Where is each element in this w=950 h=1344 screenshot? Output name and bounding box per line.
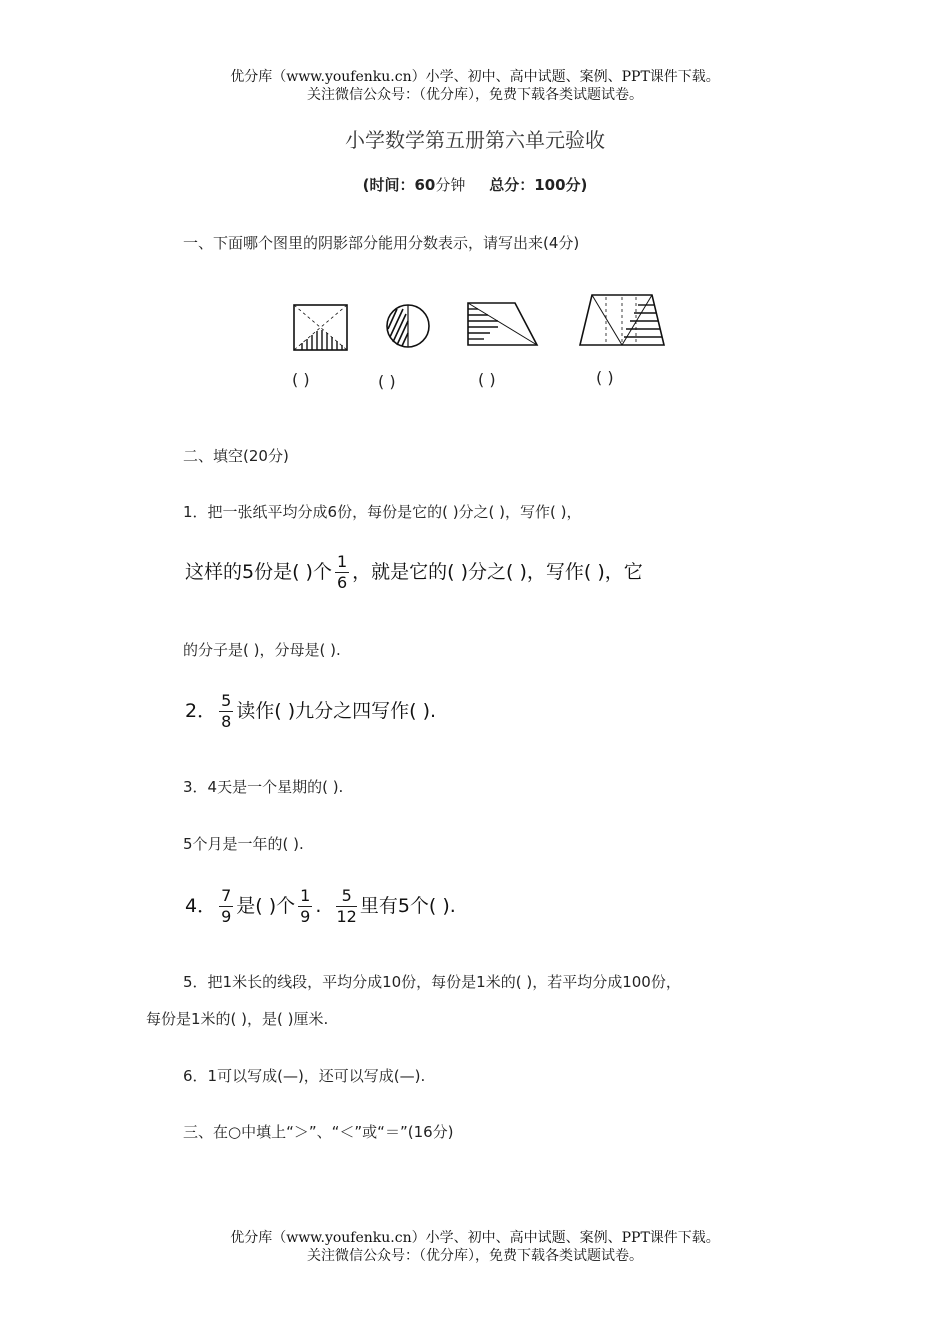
footer-line-2: 关注微信公众号：（优分库），免费下载各类试题试卷。 (307, 1248, 643, 1264)
q1-line-3: 的分子是( )，分母是( ). (183, 641, 341, 659)
q1-line-2-a: 这样的5份是( )个 (185, 561, 332, 583)
q5-line-2: 每份是1米的( )，是( )厘米. (146, 1010, 329, 1028)
section2-heading: 二、填空(20分) (183, 447, 289, 465)
figure4-answer-blank[interactable]: ( ) (596, 368, 614, 387)
subtitle-time-unit: 分钟 (435, 176, 466, 194)
q1-fraction-denominator: 6 (336, 573, 348, 592)
subtitle-total-label: 总分： (489, 176, 535, 194)
header-line-1: 优分库（www.youfenku.cn）小学、初中、高中试题、案例、PPT课件下载。 (230, 69, 720, 85)
section3-heading: 三、在○中填上“＞”、“＜”或“＝”(16分) (183, 1123, 454, 1141)
q4-fraction-3-denominator: 12 (336, 907, 357, 926)
q2-fraction (219, 693, 233, 730)
figure-trapezoid (468, 303, 537, 345)
q2-text: 读作( )九分之四写作( ). (236, 700, 437, 722)
q1-line-2-b: ，就是它的( )分之( )，写作( )，它 (352, 561, 643, 583)
figure-circle (387, 305, 429, 347)
q4-fraction-3 (336, 888, 356, 925)
q1-fraction-numerator: 1 (336, 552, 348, 571)
subtitle-open: (时间： (362, 176, 415, 194)
fraction-figures (0, 285, 950, 360)
q4-line (185, 888, 456, 925)
q1-line-1: 1．把一张纸平均分成6份，每份是它的( )分之( )，写作( )， (183, 503, 582, 521)
q4-text-b: . (315, 895, 322, 917)
page-title: 小学数学第五册第六单元验收 (345, 128, 605, 152)
exam-info (0, 174, 950, 195)
q1-fraction (335, 554, 349, 591)
figure-square (294, 305, 347, 350)
footer-line-1: 优分库（www.youfenku.cn）小学、初中、高中试题、案例、PPT课件下载。 (230, 1230, 720, 1246)
section1-heading: 一、下面哪个图里的阴影部分能用分数表示，请写出来(4分) (183, 234, 580, 252)
q6-line: 6．1可以写成(—)，还可以写成(—). (183, 1067, 426, 1085)
header-line-2: 关注微信公众号：（优分库），免费下载各类试题试卷。 (307, 87, 643, 103)
subtitle-time: 60 (414, 176, 436, 194)
q4-fraction-2-numerator: 1 (300, 886, 311, 905)
q3-line-1: 3．4天是一个星期的( ). (183, 778, 344, 796)
q1-line-2 (185, 554, 643, 591)
q2-line (185, 693, 436, 730)
q4-fraction-1-denominator: 9 (221, 907, 232, 926)
q4-fraction-1 (219, 888, 233, 925)
q2-prefix: 2． (185, 700, 217, 722)
q4-fraction-3-numerator: 5 (336, 888, 356, 907)
figure-large-trapezoid (580, 295, 664, 345)
q4-text-c: 里有5个( ). (359, 895, 456, 917)
q4-fraction-2 (298, 888, 312, 925)
q4-fraction-1-numerator: 7 (221, 886, 232, 905)
figure3-answer-blank[interactable]: ( ) (478, 370, 496, 389)
figure2-answer-blank[interactable]: ( ) (378, 372, 396, 391)
q5-line-1: 5．把1米长的线段，平均分成10份，每份是1米的( )，若平均分成100份， (183, 973, 681, 991)
subtitle-close: 分) (565, 176, 588, 194)
q4-fraction-2-denominator: 9 (300, 907, 311, 926)
q2-fraction-denominator: 8 (221, 712, 232, 731)
q3-line-2: 5个月是一年的( ). (183, 835, 304, 853)
q4-prefix: 4． (185, 895, 217, 917)
subtitle-total: 100 (534, 176, 566, 194)
q2-fraction-numerator: 5 (221, 691, 232, 710)
q4-text-a: 是( )个 (236, 895, 296, 917)
figure1-answer-blank[interactable]: ( ) (292, 370, 310, 389)
